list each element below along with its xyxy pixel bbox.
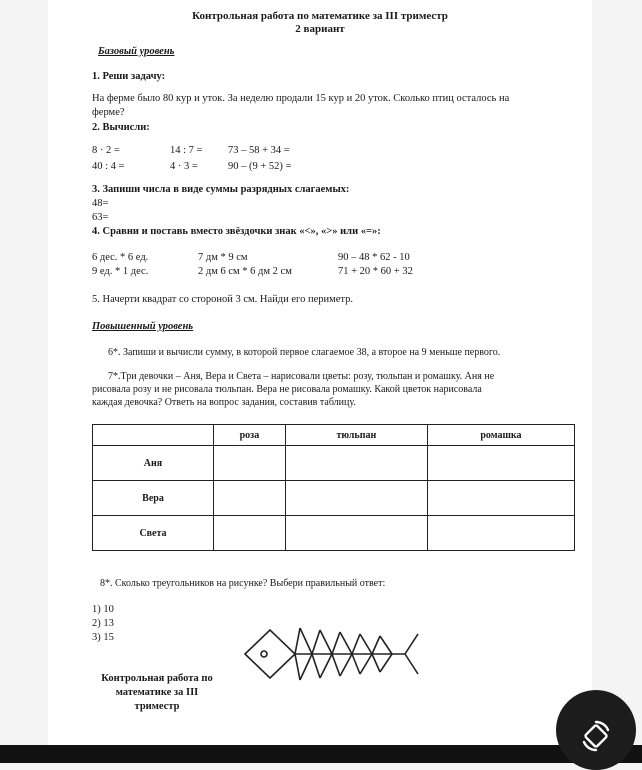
table-row-label: Света — [93, 516, 214, 551]
task4-expr: 90 – 48 * 62 - 10 — [338, 252, 410, 263]
table-header: ромашка — [427, 425, 574, 446]
table-row-label: Вера — [93, 481, 214, 516]
task2-expr: 4 · 3 = — [170, 161, 198, 172]
task8-option: 2) 13 — [92, 618, 114, 629]
table-cell — [285, 481, 427, 516]
task7-line2: рисовала розу и не рисовала тюльпан. Вера не рисовала ромашку. Какой цветок нарисовала — [92, 384, 482, 395]
task4-expr: 7 дм * 9 см — [198, 252, 248, 263]
table-row — [93, 446, 575, 481]
fish-triangles-figure — [240, 622, 420, 686]
task4-title: 4. Сравни и поставь вместо звёздочки знак «<», «>» или «=»: — [92, 226, 381, 237]
table-cell — [285, 516, 427, 551]
table-cell — [285, 446, 427, 481]
bottom-bar — [0, 745, 642, 763]
task2-expr: 73 – 58 + 34 = — [228, 145, 290, 156]
document-variant: 2 вариант — [295, 23, 345, 35]
task3-item: 63= — [92, 212, 109, 223]
task2-expr: 14 : 7 = — [170, 145, 203, 156]
task2-title: 2. Вычисли: — [92, 122, 150, 133]
table-header: тюльпан — [285, 425, 427, 446]
task8-title: 8*. Сколько треугольников на рисунке? Выбери правильный ответ: — [100, 578, 386, 589]
task4-expr: 2 дм 6 см * 6 дм 2 см — [198, 266, 292, 277]
advanced-level-heading: Повышенный уровень — [92, 321, 194, 332]
task1-line2: ферме? — [92, 107, 125, 118]
task4-expr: 6 дес. * 6 ед. — [92, 252, 149, 263]
task2-expr: 40 : 4 = — [92, 161, 125, 172]
task4-expr: 71 + 20 * 60 + 32 — [338, 266, 413, 277]
table-cell — [214, 516, 286, 551]
table-cell — [427, 481, 574, 516]
basic-level-heading: Базовый уровень — [98, 46, 175, 57]
table-cell — [427, 446, 574, 481]
footer-title-line2: математике за III — [115, 687, 199, 698]
task1-title: 1. Реши задачу: — [92, 71, 166, 82]
table-cell — [427, 516, 574, 551]
task8-option: 3) 15 — [92, 632, 114, 643]
task8-option: 1) 10 — [92, 604, 114, 615]
table-row-label: Аня — [93, 446, 214, 481]
table-cell — [214, 481, 286, 516]
rotate-icon — [580, 720, 614, 754]
answer-table — [92, 424, 575, 551]
task3-item: 48= — [92, 198, 109, 209]
table-row — [93, 481, 575, 516]
task4-expr: 9 ед. * 1 дес. — [92, 266, 149, 277]
table-cell — [214, 446, 286, 481]
task2-expr: 8 · 2 = — [92, 145, 120, 156]
task7-line3: каждая девочка? Ответь на вопрос задания, составив таблицу. — [92, 397, 356, 408]
task1-line1: На ферме было 80 кур и уток. За неделю продали 15 кур и 20 уток. Сколько птиц осталось на — [92, 93, 510, 104]
task3-title: 3. Запиши числа в виде суммы разрядных слагаемых: — [92, 184, 350, 195]
table-row — [93, 425, 575, 446]
task6-text: 6*. Запиши и вычисли сумму, в которой первое слагаемое 38, а второе на 9 меньше первого. — [108, 347, 501, 358]
table-cell — [93, 425, 214, 446]
task7-line1: 7*.Три девочки – Аня, Вера и Света – нарисовали цветы: розу, тюльпан и ромашку. Аня не — [108, 371, 495, 382]
task5-text: 5. Начерти квадрат со стороной 3 см. Найди его периметр. — [92, 294, 353, 305]
table-row — [93, 516, 575, 551]
footer-title-line3: триместр — [134, 701, 180, 712]
table-header: роза — [214, 425, 286, 446]
task2-expr: 90 – (9 + 52) = — [228, 161, 292, 172]
document-title: Контрольная работа по математике за III триместр — [192, 10, 448, 22]
footer-title-line1: Контрольная работа по — [101, 673, 213, 684]
